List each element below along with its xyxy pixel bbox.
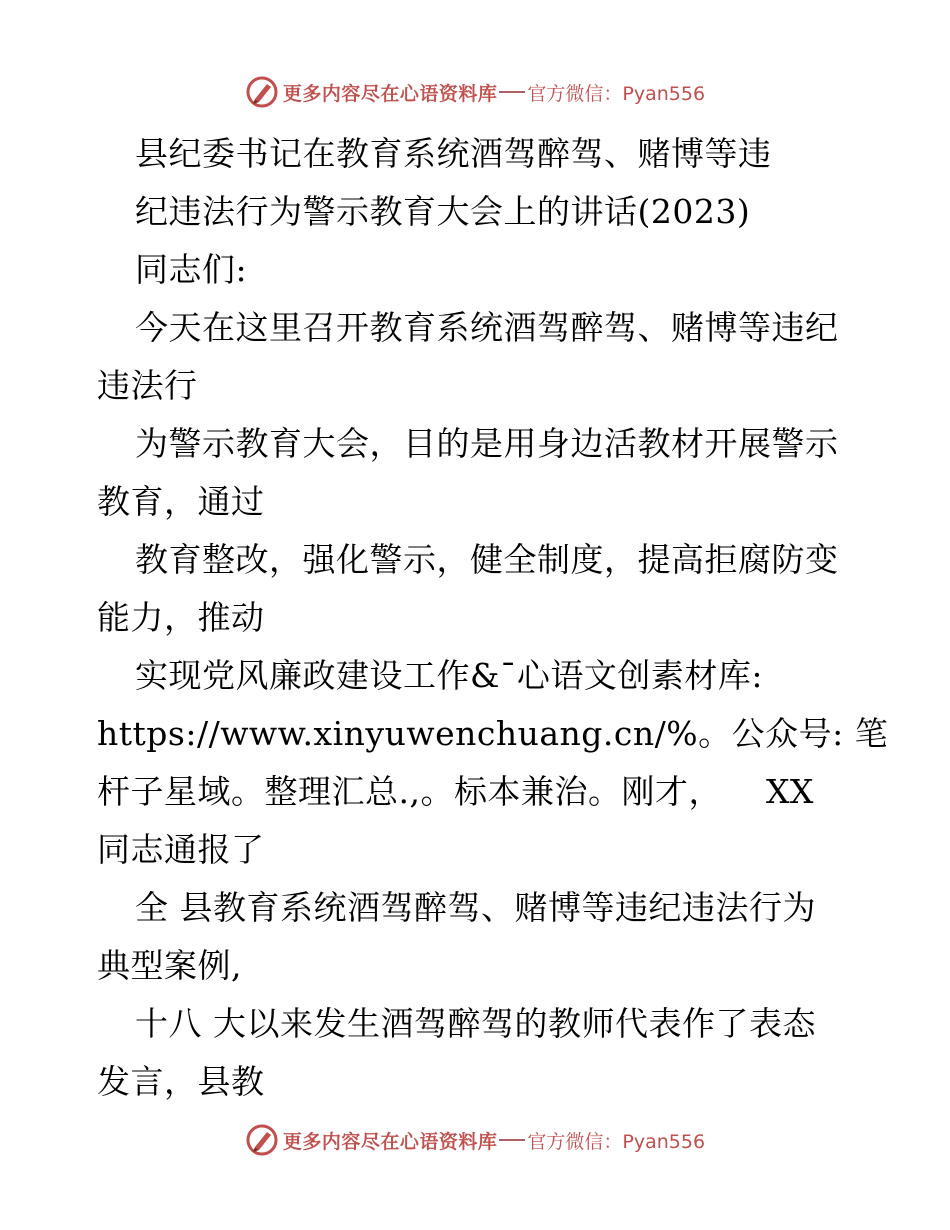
watermark-brand-text: 更多内容尽在心语资料库 bbox=[282, 1130, 498, 1153]
paragraph-line: 发言，县教 bbox=[97, 1062, 265, 1101]
watermark-divider bbox=[499, 1139, 525, 1141]
paragraph-line: 今天在这里召开教育系统酒驾醉驾、赌博等违纪 bbox=[135, 308, 839, 347]
title-line-2: 纪违法行为警示教育大会上的讲话(2023) bbox=[135, 192, 751, 231]
paragraph-line: 违法行 bbox=[97, 366, 198, 405]
header-watermark bbox=[0, 72, 950, 112]
paragraph-line: 能力，推动 bbox=[97, 598, 265, 637]
paragraph-line: 全 县教育系统酒驾醉驾、赌博等违纪违法行为 bbox=[135, 888, 816, 927]
pen-in-circle-icon bbox=[245, 1123, 279, 1157]
paragraph-line: 教育，通过 bbox=[97, 482, 265, 521]
watermark-wechat-text: 官方微信：Pyan556 bbox=[527, 82, 706, 105]
paragraph-line: 实现党风廉政建设工作&¯心语文创素材库: bbox=[135, 656, 763, 695]
document-body bbox=[97, 125, 889, 1111]
salutation: 同志们: bbox=[135, 250, 248, 289]
paragraph-line: 为警示教育大会，目的是用身边活教材开展警示 bbox=[135, 424, 839, 463]
paragraph-line: 教育整改，强化警示，健全制度，提高拒腐防变 bbox=[135, 540, 839, 579]
watermark-wechat-text: 官方微信：Pyan556 bbox=[527, 1130, 706, 1153]
pen-in-circle-icon bbox=[245, 75, 279, 109]
paragraph-line: 杆子星域。整理汇总.,。标本兼治。刚才， XX bbox=[97, 772, 814, 811]
watermark-brand-text: 更多内容尽在心语资料库 bbox=[282, 82, 498, 105]
paragraph-line: 十八 大以来发生酒驾醉驾的教师代表作了表态 bbox=[135, 1004, 816, 1043]
paragraph-line: 同志通报了 bbox=[97, 830, 265, 869]
watermark-divider bbox=[499, 91, 525, 93]
footer-watermark bbox=[0, 1120, 950, 1160]
title-line-1: 县纪委书记在教育系统酒驾醉驾、赌博等违 bbox=[135, 134, 772, 173]
paragraph-line: https://www.xinyuwenchuang.cn/%。公众号: 笔 bbox=[97, 714, 889, 753]
paragraph-line: 典型案例, bbox=[97, 946, 242, 985]
